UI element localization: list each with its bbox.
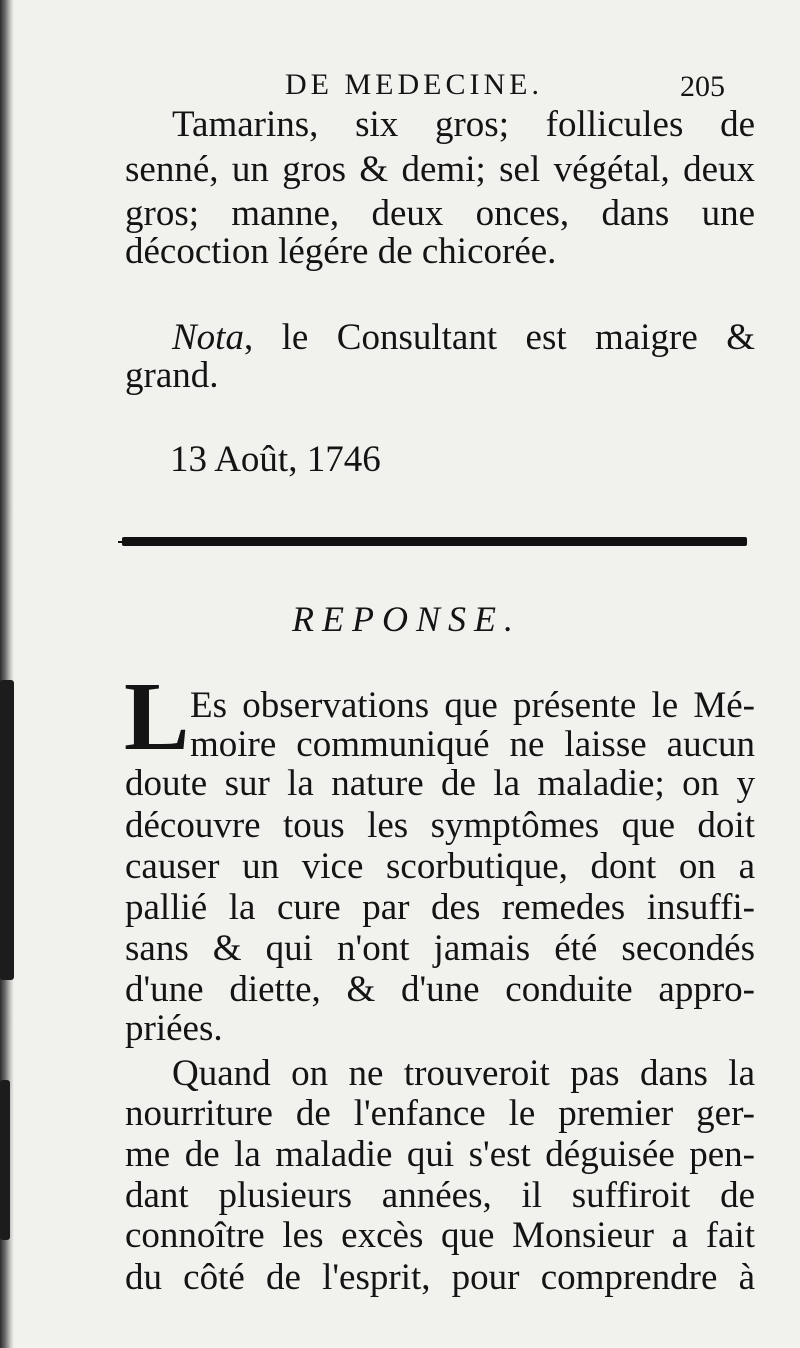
- paragraph-line: dant plusieurs années, il suffiroit de: [125, 1175, 755, 1216]
- paragraph-line: d'une diette, & d'une conduite appro-: [125, 969, 755, 1010]
- recipe-line: gros; manne, deux onces, dans une: [125, 193, 755, 234]
- paragraph-line: priées.: [125, 1008, 223, 1049]
- nota-text: , le Consultant est maigre &: [243, 317, 755, 358]
- paragraph-line: connoître les excès que Monsieur a fait: [125, 1215, 755, 1256]
- paragraph-line: Quand on ne trouveroit pas dans la: [172, 1053, 755, 1094]
- paragraph-line: du côté de l'esprit, pour comprendre à: [125, 1257, 755, 1298]
- paragraph-line: nourriture de l'enfance le premier ger-: [125, 1093, 755, 1134]
- date: 13 Août, 1746: [170, 439, 381, 480]
- paragraph-line: sans & qui n'ont jamais été secondés: [125, 928, 755, 969]
- binding-stain: [0, 1080, 10, 1240]
- paragraph-line: causer un vice scorbutique, dont on a: [125, 846, 755, 887]
- recipe-line: senné, un gros & demi; sel végétal, deux: [125, 149, 755, 190]
- paragraph-line: découvre tous les symptômes que doit: [125, 805, 755, 846]
- nota-line: [172, 318, 755, 358]
- paragraph-line: doute sur la nature de la maladie; on y: [125, 763, 755, 804]
- drop-cap: L: [124, 663, 190, 771]
- section-title: REPONSE.: [292, 599, 521, 639]
- paragraph-line: pallié la cure par des remedes insuffi-: [125, 887, 755, 928]
- binding-stain: [0, 680, 14, 980]
- nota-label: Nota: [172, 317, 244, 358]
- paragraph-line: me de la maladie qui s'est déguisée pen-: [125, 1134, 755, 1175]
- paragraph-line: Es observations que présente le Mé-: [190, 685, 755, 726]
- section-rule: [122, 537, 747, 546]
- recipe-line: Tamarins, six gros; follicules de: [172, 104, 755, 145]
- page-number: 205: [680, 70, 725, 103]
- nota-line: grand.: [125, 355, 219, 396]
- running-head: DE MEDECINE.: [285, 68, 543, 101]
- recipe-line: décoction légére de chicorée.: [125, 231, 557, 272]
- paragraph-line: moire communiqué ne laisse aucun: [190, 724, 755, 765]
